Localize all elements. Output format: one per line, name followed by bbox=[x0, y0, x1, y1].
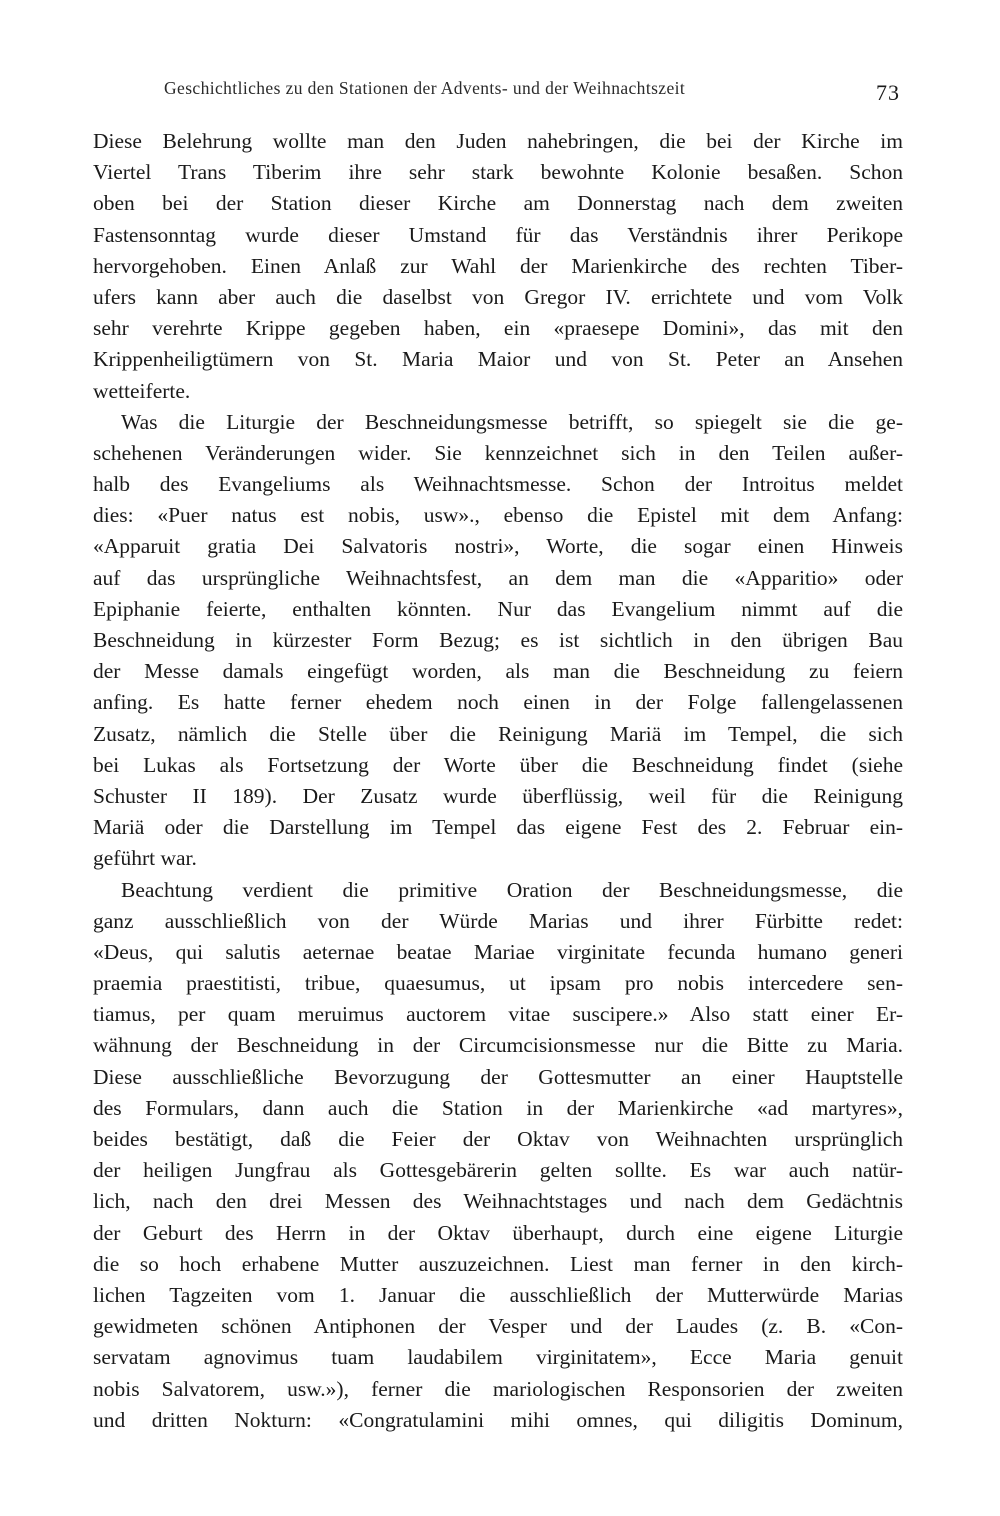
text-line: Was die Liturgie der Beschneidungsmesse betrifft, so spiegelt sie die ge- bbox=[121, 409, 903, 434]
text-line: auf das ursprüngliche Weihnachtsfest, an dem man die «Apparitio» oder bbox=[93, 565, 903, 590]
text-line: anfing. Es hatte ferner ehedem noch einen in der Folge fallengelassenen bbox=[93, 690, 903, 715]
paragraph bbox=[93, 875, 903, 1436]
text-line: Mariä oder die Darstellung im Tempel das eigene Fest des 2. Februar ein- bbox=[93, 815, 903, 840]
text-line: Viertel Trans Tiberim ihre sehr stark bewohnte Kolonie besaßen. Schon bbox=[93, 160, 903, 185]
text-line: der Geburt des Herrn in der Oktav überhaupt, durch eine eigene Liturgie bbox=[93, 1220, 903, 1245]
text-line: tiamus, per quam meruimus auctorem vitae suscipere.» Also statt einer Er- bbox=[93, 1002, 903, 1027]
text-line: der heiligen Jungfrau als Gottesgebärerin gelten sollte. Es war auch natür- bbox=[93, 1158, 903, 1183]
text-line: Schuster II 189). Der Zusatz wurde überflüssig, weil für die Reinigung bbox=[93, 783, 903, 808]
text-line: hervorgehoben. Einen Anlaß zur Wahl der Marienkirche des rechten Tiber- bbox=[93, 253, 903, 278]
text-line: die so hoch erhabene Mutter auszuzeichnen. Liest man ferner in den kirch- bbox=[93, 1251, 903, 1276]
text-line: der Messe damals eingefügt worden, als man die Beschneidung zu feiern bbox=[93, 659, 903, 684]
text-line: des Formulars, dann auch die Station in der Marienkirche «ad martyres», bbox=[93, 1095, 903, 1120]
text-line: Diese Belehrung wollte man den Juden nahebringen, die bei der Kirche im bbox=[93, 129, 903, 153]
text-line: Diese ausschließliche Bevorzugung der Gottesmutter an einer Hauptstelle bbox=[93, 1064, 903, 1089]
text-line: Krippenheiligtümern von St. Maria Maior und von St. Peter an Ansehen bbox=[93, 347, 903, 372]
text-line: oben bei der Station dieser Kirche am Donnerstag nach dem zweiten bbox=[93, 191, 903, 216]
text-line: lich, nach den drei Messen des Weihnachtstages und nach dem Gedächtnis bbox=[93, 1189, 903, 1214]
text-line: halb des Evangeliums als Weihnachtsmesse. Schon der Introitus meldet bbox=[93, 472, 903, 497]
text-line: Epiphanie feierte, enthalten könnten. Nur das Evangelium nimmt auf die bbox=[93, 596, 903, 621]
text-line: «Apparuit gratia Dei Salvatoris nostri», Worte, die sogar einen Hinweis bbox=[93, 534, 903, 559]
text-line: nobis Salvatorem, usw.»), ferner die mariologischen Responsorien der zweiten bbox=[93, 1376, 903, 1401]
text-line: praemia praestitisti, tribue, quaesumus, ut ipsam pro nobis intercedere sen- bbox=[93, 971, 903, 996]
text-line: beides bestätigt, daß die Feier der Oktav von Weihnachten ursprünglich bbox=[93, 1127, 903, 1151]
text-line: gewidmeten schönen Antiphonen der Vesper und der Laudes (z. B. «Con- bbox=[93, 1314, 903, 1339]
page-number: 73 bbox=[876, 80, 900, 105]
text-line: ufers kann aber auch die daselbst von Gregor IV. errichtete und vom Volk bbox=[93, 284, 903, 309]
body-text bbox=[93, 126, 903, 1436]
text-line: und dritten Nokturn: «Congratulamini mihi omnes, qui diligitis Dominum, bbox=[93, 1407, 903, 1432]
text-line: schehenen Veränderungen wider. Sie kennzeichnet sich in den Teilen außer- bbox=[93, 440, 903, 465]
text-line: Beachtung verdient die primitive Oration der Beschneidungsmesse, die bbox=[121, 877, 903, 902]
paragraph bbox=[93, 126, 903, 407]
page-header bbox=[160, 74, 900, 110]
text-line: Fastensonntag wurde dieser Umstand für das Verständnis ihrer Perikope bbox=[93, 222, 903, 247]
text-line: sehr verehrte Krippe gegeben haben, ein «praesepe Domini», das mit den bbox=[93, 316, 903, 341]
text-line: servatam agnovimus tuam laudabilem virginitatem», Ecce Maria genuit bbox=[93, 1345, 903, 1370]
text-line: Beschneidung in kürzester Form Bezug; es ist sichtlich in den übrigen Bau bbox=[93, 628, 903, 652]
text-line: wetteiferte. bbox=[93, 378, 191, 403]
text-line: Zusatz, nämlich die Stelle über die Reinigung Mariä im Tempel, die sich bbox=[93, 721, 903, 746]
text-line: wähnung der Beschneidung in der Circumcisionsmesse nur die Bitte zu Maria. bbox=[93, 1033, 903, 1058]
text-line: «Deus, qui salutis aeternae beatae Mariae virginitate fecunda humano generi bbox=[93, 939, 903, 964]
text-line: dies: «Puer natus est nobis, usw»., ebenso die Epistel mit dem Anfang: bbox=[93, 503, 903, 528]
text-line: geführt war. bbox=[93, 846, 197, 871]
text-line: bei Lukas als Fortsetzung der Worte über die Beschneidung findet (siehe bbox=[93, 752, 903, 777]
text-line: lichen Tagzeiten vom 1. Januar die ausschließlich der Mutterwürde Marias bbox=[93, 1282, 903, 1307]
paragraph bbox=[93, 407, 903, 875]
running-title: Geschichtliches zu den Stationen der Advents- und der Weihnachtszeit bbox=[164, 78, 686, 98]
text-line: ganz ausschließlich von der Würde Marias und ihrer Fürbitte redet: bbox=[93, 908, 903, 933]
